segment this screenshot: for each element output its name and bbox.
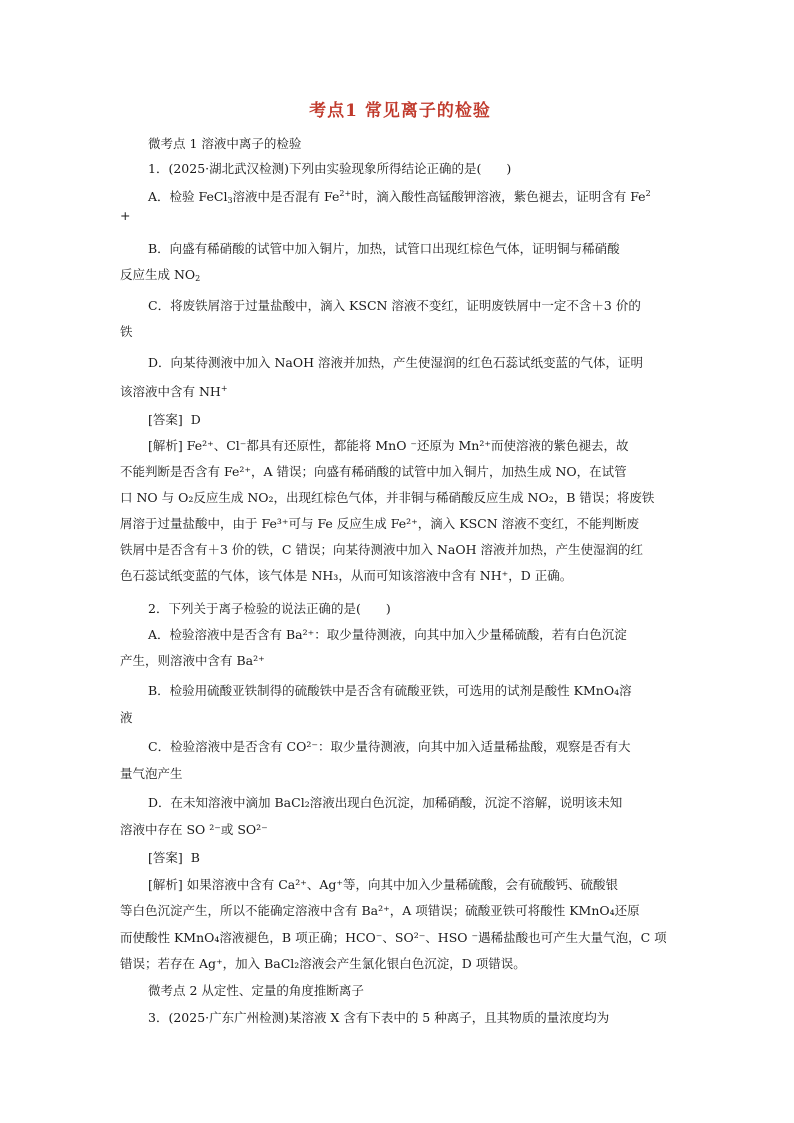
question-2-explanation-line-1: [解析] 如果溶液中含有 Ca²⁺、Ag⁺等，向其中加入少量稀硫酸，会有硫酸钙、硫酸银 (148, 877, 618, 892)
page-title: 考点1 常见离子的检验 (309, 101, 491, 121)
question-2-option-a-line-1: A．检验溶液中是否含有 Ba²⁺：取少量待测液，向其中加入少量稀硫酸，若有白色沉淀 (148, 627, 627, 642)
question-1-explanation-line-5: 铁屑中是否含有＋3 价的铁，C 错误；向某待测液中加入 NaOH 溶液并加热，产生使湿润的红 (120, 542, 643, 557)
question-1-explanation-line-6: 色石蕊试纸变蓝的气体，该气体是 NH₃，从而可知该溶液中含有 NH⁺，D 正确。 (120, 568, 573, 583)
question-1-option-c-line-2: 铁 (120, 324, 133, 339)
question-2-option-b-line-2: 液 (120, 710, 133, 725)
question-2-explanation-line-2: 等白色沉淀产生，所以不能确定溶液中含有 Ba²⁺，A 项错误；硫酸亚铁可将酸性 KMnO₄还原 (120, 903, 640, 918)
question-1-option-b-line-2: 反应生成 $NO_2$ (120, 267, 201, 283)
question-1-option-d-line-2: 该溶液中含有 NH+ (120, 384, 228, 399)
question-1-explanation-line-2: 不能判断是否含有 Fe²⁺，A 错误；向盛有稀硝酸的试管中加入铜片，加热生成 NO，在试管 (120, 464, 627, 479)
question-2-option-a-line-2: 产生，则溶液中含有 Ba²⁺ (120, 653, 265, 668)
question-2-answer: [答案] B (148, 850, 200, 865)
question-1-option-c-line-1: C．将废铁屑溶于过量盐酸中，滴入 KSCN 溶液不变红，证明废铁屑中一定不含＋3 价的 (148, 298, 641, 313)
question-1-answer: [答案] D (148, 412, 201, 427)
question-1-option-a-line-1: A．检验 FeCl$_3$溶液中是否混有 $Fe^{2+}$时，滴入酸性高锰酸钾溶液，紫色褪去，证明含有 Fe$^2$ (148, 189, 651, 205)
question-1-option-a-line-2: + (120, 208, 131, 223)
question-2-stem: 2．下列关于离子检验的说法正确的是( ) (148, 601, 391, 616)
question-2-explanation-line-4: 错误；若存在 Ag⁺，加入 BaCl₂溶液会产生氯化银白色沉淀，D 项错误。 (120, 956, 526, 971)
question-1-stem: 1．(2025·湖北武汉检测)下列由实验现象所得结论正确的是( ) (148, 161, 512, 176)
question-2-option-c-line-2: 量气泡产生 (120, 766, 183, 781)
question-2-option-d-line-2: 溶液中存在 SO ²⁻或 SO²⁻ (120, 822, 268, 837)
question-3-stem: 3．(2025·广东广州检测)某溶液 X 含有下表中的 5 种离子，且其物质的量浓度均为 (148, 1010, 610, 1025)
question-1-option-d-line-1: D．向某待测液中加入 NaOH 溶液并加热，产生使湿润的红色石蕊试纸变蓝的气体，证明 (148, 355, 644, 370)
section-heading-2: 微考点 2 从定性、定量的角度推断离子 (148, 983, 364, 998)
question-2-option-d-line-1: D．在未知溶液中滴加 BaCl₂溶液出现白色沉淀，加稀硝酸，沉淀不溶解，说明该未知 (148, 795, 623, 810)
question-1-option-b-line-1: B．向盛有稀硝酸的试管中加入铜片，加热，试管口出现红棕色气体，证明铜与稀硝酸 (148, 241, 620, 256)
question-2-explanation-line-3: 而使酸性 KMnO₄溶液褪色，B 项正确；HCO⁻、SO²⁻、HSO ⁻遇稀盐酸也可产生大量气泡，C 项 (120, 930, 667, 945)
question-1-explanation-line-4: 屑溶于过量盐酸中，由于 Fe³⁺可与 Fe 反应生成 Fe²⁺，滴入 KSCN 溶液不变红，不能判断废 (120, 516, 640, 531)
question-2-option-b-line-1: B．检验用硫酸亚铁制得的硫酸铁中是否含有硫酸亚铁，可选用的试剂是酸性 KMnO₄溶 (148, 683, 632, 698)
question-2-option-c-line-1: C．检验溶液中是否含有 CO²⁻：取少量待测液，向其中加入适量稀盐酸，观察是否有大 (148, 739, 631, 754)
question-1-explanation-line-1: [解析] Fe²⁺、Cl⁻都具有还原性，都能将 MnO ⁻还原为 Mn²⁺而使溶液的紫色褪去，故 (148, 438, 629, 453)
question-1-explanation-line-3: 口 NO 与 O₂反应生成 NO₂，出现红棕色气体，并非铜与稀硝酸反应生成 NO₂，B 错误；将废铁 (120, 490, 655, 505)
section-heading-1: 微考点 1 溶液中离子的检验 (148, 136, 302, 151)
